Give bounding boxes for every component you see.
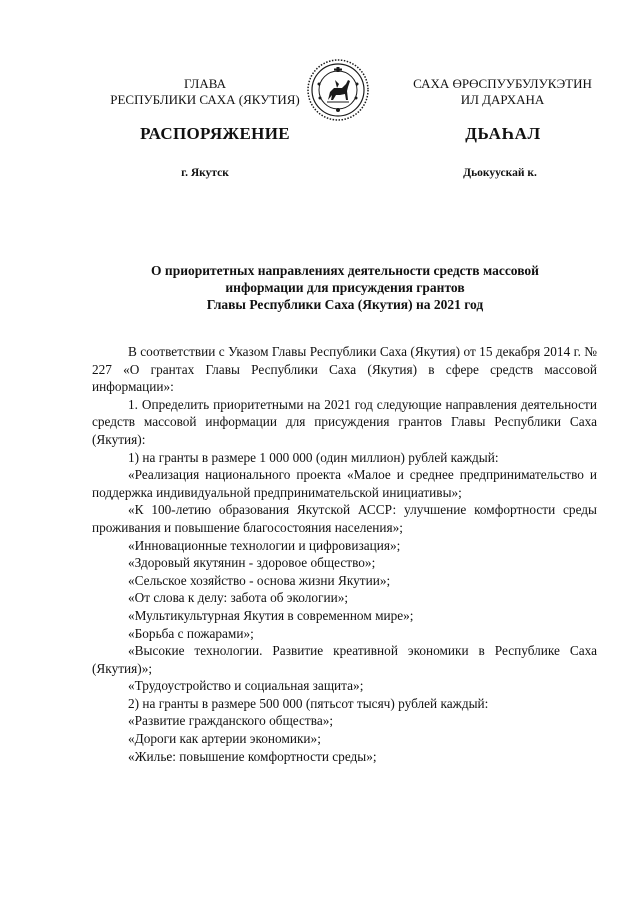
title-line1: О приоритетных направлениях деятельности средств массовой xyxy=(151,263,539,278)
coat-of-arms-icon xyxy=(306,58,370,122)
issuer-ru-line1: ГЛАВА xyxy=(184,76,226,91)
document-body xyxy=(92,343,597,765)
paragraph: 1. Определить приоритетными на 2021 год следующие направления деятельности средств массовой информации для присуждения грантов Главы Республики Саха (Якутия): xyxy=(92,396,597,447)
paragraph: «От слова к делу: забота об экологии»; xyxy=(128,590,349,606)
paragraph: «Развитие гражданского общества»; xyxy=(128,713,334,729)
title-line2: информации для присуждения грантов xyxy=(225,280,465,295)
city-sah: Дьокуускай к. xyxy=(463,167,537,179)
paragraph: «Мультикультурная Якутия в современном мире»; xyxy=(128,607,414,623)
paragraph: «Высокие технологии. Развитие креативной экономики в Республике Саха (Якутия)»; xyxy=(92,643,597,676)
city-ru: г. Якутск xyxy=(181,167,229,179)
paragraph: В соответствии с Указом Главы Республики Саха (Якутия) от 15 декабря 2014 г. № 227 «О грантах Главы Республики Саха (Якутия) в сфере средств массовой информации»: xyxy=(92,344,597,395)
doc-type-sah: ДЬАҺАЛ xyxy=(465,124,541,143)
paragraph: «Сельское хозяйство - основа жизни Якутии»; xyxy=(128,572,391,588)
doc-type-ru: РАСПОРЯЖЕНИЕ xyxy=(140,124,290,143)
paragraph: «Дороги как артерии экономики»; xyxy=(128,731,321,747)
paragraph: «Реализация национального проекта «Малое и среднее предпринимательство и поддержка индивидуальной предпринимательской инициативы»; xyxy=(92,467,597,500)
paragraph: «Инновационные технологии и цифровизация»; xyxy=(128,537,401,553)
document-title xyxy=(90,262,600,313)
issuer-ru xyxy=(80,76,330,108)
paragraph: 1) на гранты в размере 1 000 000 (один миллион) рублей каждый: xyxy=(128,449,499,465)
paragraph: «Борьба с пожарами»; xyxy=(128,625,254,641)
paragraph: 2) на гранты в размере 500 000 (пятьсот тысяч) рублей каждый: xyxy=(128,695,489,711)
paragraph: «К 100-летию образования Якутской АССР: улучшение комфортности среды проживания и повышение благосостояния населения»; xyxy=(92,502,597,535)
issuer-ru-line2: РЕСПУБЛИКИ САХА (ЯКУТИЯ) xyxy=(110,92,300,107)
paragraph: «Трудоустройство и социальная защита»; xyxy=(128,678,364,694)
paragraph: «Жилье: повышение комфортности среды»; xyxy=(128,748,377,764)
issuer-sah xyxy=(375,76,630,108)
title-line3: Главы Республики Саха (Якутия) на 2021 год xyxy=(206,297,484,312)
issuer-sah-line2: ИЛ ДАРХАНА xyxy=(460,92,545,107)
paragraph: «Здоровый якутянин - здоровое общество»; xyxy=(128,555,376,571)
issuer-sah-line1: САХА ӨРӨСПУУБУЛУКЭТИН xyxy=(413,76,592,91)
